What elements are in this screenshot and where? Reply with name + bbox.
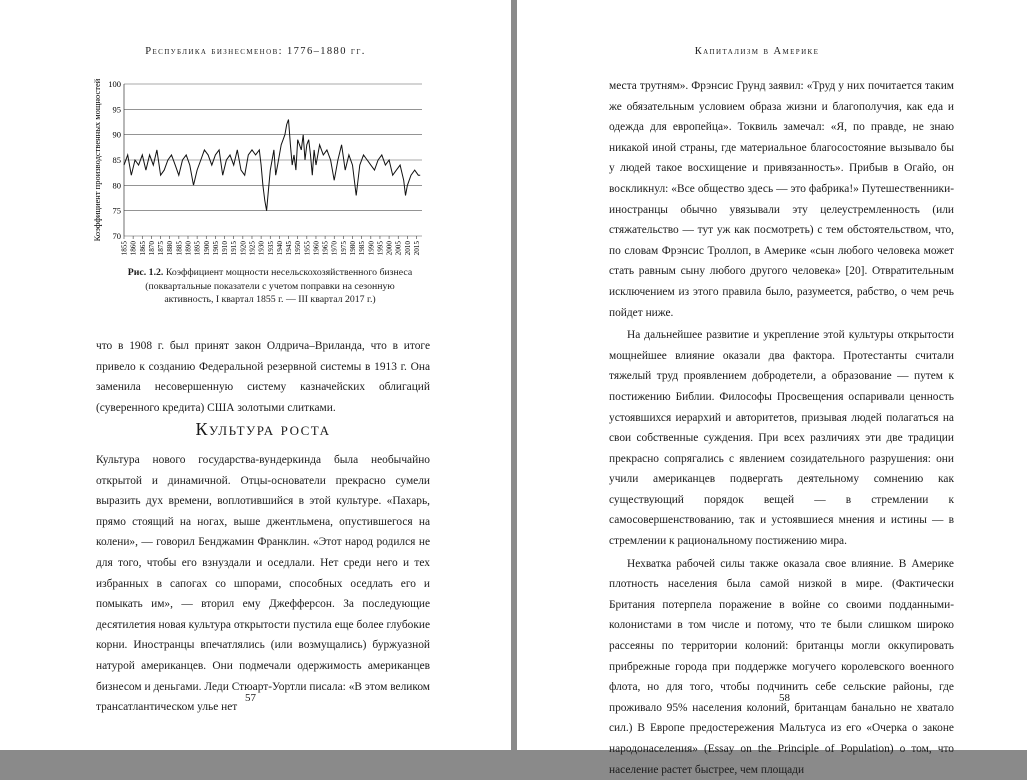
left-page: [0, 0, 511, 750]
x-tick-label: 2010: [403, 241, 412, 256]
x-tick-label: 1935: [266, 241, 275, 256]
x-tick-label: 1975: [339, 241, 348, 256]
series-line: [124, 120, 420, 211]
figure-caption: [120, 266, 420, 307]
running-head-left: Республика бизнесменов: 1776–1880 гг.: [145, 46, 366, 57]
x-tick-label: 1990: [367, 241, 376, 256]
x-tick-label: 1905: [211, 241, 220, 256]
chart-grid: [124, 84, 422, 236]
right-page: [517, 0, 1027, 776]
figure-caption-label: Рис. 1.2.: [127, 267, 164, 278]
x-tick-label: 1970: [330, 241, 339, 256]
x-tick-label: 2000: [385, 241, 394, 256]
paragraph: Культура нового государства-вундеркинда была необычайно открытой и динамичной. Отцы-основатели прекрасно сумели выразить дух времени, воплотившийся в этой культуре. «Пахарь, прямо стоящий на ногах, выше джентльмена, опустившегося на колени», — говорил Бенджамин Франклин. «Этот народ родился не для того, чтобы его взнуздали и оседлали. Нет среди него и тех избранных в сапогах со шпорами, способных оседлать его и помыкать им», — вторил ему Джефферсон. За последующие десятилетия новая культура открытости пустила еще более глубокие корни. Иностранцы впечатлялись (или возмущались) буржуазной натурой американцев. Они подмечали одержимость американцев бизнесом и деньгами. Леди Стюарт-Уортли писала: «В этом великом трансатлантическом улье нет: [96, 454, 430, 714]
x-tick-label: 1945: [285, 241, 294, 256]
y-tick-label: 85: [112, 155, 121, 165]
page-number-left: 57: [245, 692, 256, 704]
x-tick-label: 1925: [248, 241, 257, 256]
x-tick-label: 1895: [193, 241, 202, 256]
paragraph: Нехватка рабочей силы также оказала свое влияние. В Америке плотность населения была самой низкой в мире. (Фактически Британия потерпела поражение в войне со своими подданными-колонистами в том числе и потому, что те были слишком широко рассеяны по территории колоний: британцы могли оккупировать прибрежные города при поддержке могучего королевского военного флота, но для того, чтобы подчинить себе сельские районы, где проживало 95% населения колоний, британцам банально не хватало сил.) В Европе предостережения Мальтуса из его «Очерка о законе народонаселения» (Essay on the Principle of Population) о том, что население растет быстрее, чем площади: [609, 557, 954, 776]
x-tick-label: 1880: [166, 241, 175, 256]
x-tick-label: 1950: [294, 241, 303, 256]
x-tick-label: 1875: [157, 241, 166, 256]
chart-y-ticks: [108, 79, 121, 241]
figure-caption-text: Коэффициент мощности несельскохозяйственного бизнеса (поквартальные показатели с учетом поправки на сезонную активность, I квартал 1855 г. — III квартал 2017 г.): [145, 267, 413, 306]
x-tick-label: 1965: [321, 241, 330, 256]
paragraph: места трутням». Фрэнсис Грунд заявил: «Труд у них почитается таким же обязательным условием образа жизни и благополучия, как еда и одежда для европейца». Токвиль замечал: «Я, по правде, не знаю никакой иной страны, где материальное благосостояние вызывало бы у людей такое восхищение и привязанность». Прибыв в Огайо, он воскликнул: «Все общество здесь — это фабрика!» Путешественники-иностранцы обычно увязывали эту целеустремленность (или стяжательство — тут уж как посмотреть) с тем обстоятельством, что, по словам Фрэнсис Троллоп, в Америке «сын любого человека может стать равным сыну любого другого человека» [20]. Отвратительным исключением из этого правила было, разумеется, рабство, о чем речь пойдет ниже.: [609, 80, 954, 319]
x-tick-label: 1885: [175, 241, 184, 256]
x-tick-label: 1995: [376, 241, 385, 256]
page-number-right: 58: [779, 692, 790, 704]
x-tick-label: 1985: [358, 241, 367, 256]
x-tick-label: 1855: [120, 241, 129, 256]
left-text-top: [96, 336, 430, 418]
capacity-chart: [92, 76, 432, 266]
x-tick-label: 2015: [413, 241, 422, 256]
y-tick-label: 100: [108, 79, 121, 89]
paragraph: На дальнейшее развитие и укрепление этой культуры открытости мощнейшее влияние оказали два фактора. Протестанты считали тяжелый труд проявлением добродетели, а образование — путем к постижению Библии. Философы Просвещения оспаривали ценность устоявшихся иерархий и авторитетов, призывая людей полагаться на свои собственные суждения. При всех различиях эти две традиции прекрасно сопрягались с явлением созидательного разрушения: они учили американцев подвергать деятельному сомнению как существующий порядок вещей — в стремлении к самосовершенствованию, так и устоявшиеся мнения и истины — в стремлении к рациональному постижению мира.: [609, 329, 954, 548]
x-tick-label: 1940: [275, 241, 284, 256]
paragraph: что в 1908 г. был принят закон Олдрича–Вриланда, что в итоге привело к созданию Федеральной резервной системы в 1913 г. Она заменила несовершенную систему казначейских облигаций (суверенного кредита) США золотыми слитками.: [96, 340, 430, 414]
x-tick-label: 1900: [202, 241, 211, 256]
x-tick-label: 1870: [147, 241, 156, 256]
x-tick-label: 1980: [349, 241, 358, 256]
chart-x-ticks: [121, 236, 422, 255]
x-tick-label: 1910: [221, 241, 230, 256]
x-tick-label: 1915: [230, 241, 239, 256]
x-tick-label: 2005: [394, 241, 403, 256]
section-title: Культура роста: [195, 419, 331, 439]
x-tick-label: 1920: [239, 241, 248, 256]
running-head-right: Капитализм в Америке: [694, 46, 820, 57]
y-tick-label: 75: [112, 205, 121, 216]
x-tick-label: 1890: [184, 241, 193, 256]
x-tick-label: 1865: [138, 241, 147, 256]
chart-svg: [92, 76, 432, 266]
left-text-bottom: [96, 450, 430, 718]
y-tick-label: 70: [112, 231, 121, 241]
x-tick-label: 1960: [312, 241, 321, 256]
y-tick-label: 80: [112, 180, 121, 191]
y-tick-label: 90: [112, 129, 121, 140]
x-tick-label: 1860: [129, 241, 138, 256]
y-axis-label: Коэффициент производственных мощностей: [92, 78, 102, 242]
y-tick-label: 95: [112, 104, 121, 115]
x-tick-label: 1955: [303, 241, 312, 256]
x-tick-label: 1930: [257, 241, 266, 256]
right-text: [609, 76, 954, 780]
